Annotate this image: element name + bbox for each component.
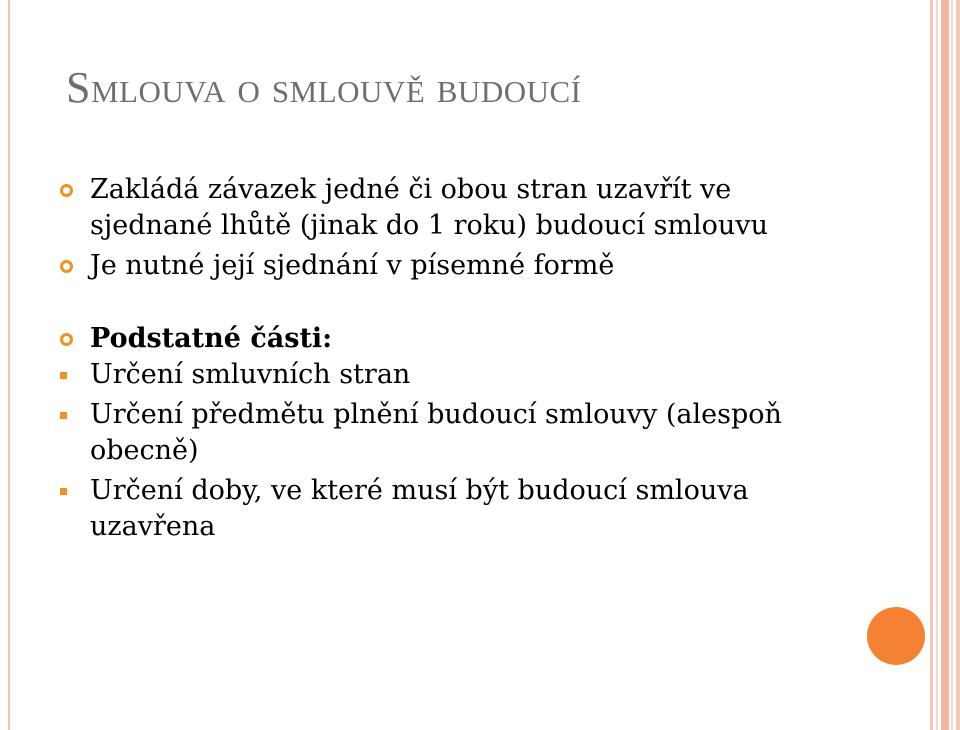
ring-bullet-icon [60,184,73,197]
slide-title: Smlouva o smlouvě budoucí [66,63,582,112]
ring-bullet-icon [60,333,73,346]
sub-list-item [60,473,860,545]
list-item [60,172,860,244]
list-item-text: Je nutné její sjednání v písemné formě [90,250,615,281]
list-item [60,248,860,284]
square-bullet-icon [60,488,67,495]
right-decor-stripes [930,0,960,730]
list-item-text: Určení předmětu plnění budoucí smlouvy (alespoň obecně) [90,399,782,466]
list-item-heading [60,321,860,357]
list-item-text: Určení doby, ve které musí být budoucí smlouva uzavřena [90,475,749,542]
sub-list-item [60,397,860,469]
left-decor-stripe [8,0,10,730]
orange-circle-decoration [867,607,925,665]
list-item-text: Podstatné části: [90,323,333,354]
bullet-list [60,172,860,545]
square-bullet-icon [60,412,67,419]
ring-bullet-icon [60,260,73,273]
list-item-text: Určení smluvních stran [90,359,411,390]
square-bullet-icon [60,372,67,379]
sub-list-item [60,357,860,393]
list-item-text: Zakládá závazek jedné či obou stran uzavřít ve sjednané lhůtě (jinak do 1 roku) budoucí smlouvu [90,174,768,241]
